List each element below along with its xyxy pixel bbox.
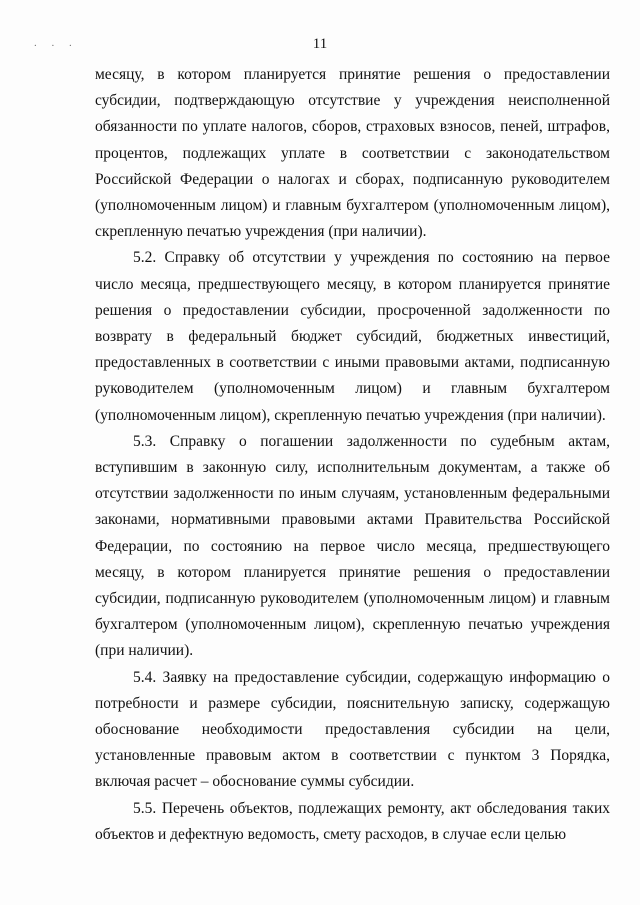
paragraph-5-4: 5.4. Заявку на предоставление субсидии, содержащую информацию о потребности и размере субсидии, пояснительную записку, содержащую обоснование необходимости предоставления субсидии на цели, установленные правовым актом в соответствии с пунктом 3 Порядка, включая расчет – обоснование суммы субсидии.	[95, 668, 610, 791]
paragraph-5-3: 5.3. Справку о погашении задолженности по судебным актам, вступившим в законную силу, исполнительным документам, а также об отсутствии задолженности по иным случаям, установленным федеральными законами, нормативными правовыми актами Правительства Российской Федерации, по состоянию на первое число месяца, предшествующего месяцу, в котором планируется принятие решения о предоставлении субсидии, подписанную руководителем (уполномоченным лицом) и главным бухгалтером (уполномоченным лицом), скрепленную печатью учреждения (при наличии).	[95, 432, 610, 660]
paragraph-5-5: 5.5. Перечень объектов, подлежащих ремонту, акт обследования таких объектов и дефектную ведомость, смету расходов, в случае если целью	[95, 799, 610, 843]
paragraph-5-2: 5.2. Справку об отсутствии у учреждения по состоянию на первое число месяца, предшествующего месяцу, в котором планируется принятие решения о предоставлении субсидии, просроченной задолженности по возврату в федеральный бюджет субсидий, бюджетных инвестиций, предоставленных в соответствии с иными правовыми актами, подписанную руководителем (уполномоченным лицом) и главным бухгалтером (уполномоченным лицом), скрепленную печатью учреждения (при наличии).	[95, 249, 610, 424]
paragraph-continuation: месяцу, в котором планируется принятие решения о предоставлении субсидии, подтверждающую отсутствие у учреждения неисполненной обязанности по уплате налогов, сборов, страховых взносов, пеней, штрафов, процентов, подлежащих уплате в соответствии с законодательством Российской Федерации о налогах и сборах, подписанную руководителем (уполномоченным лицом) и главным бухгалтером (уполномоченным лицом), скрепленную печатью учреждения (при наличии).	[95, 66, 610, 241]
scan-marks: . . .	[34, 37, 78, 49]
document-body	[95, 62, 610, 848]
page-number: 11	[312, 36, 328, 52]
